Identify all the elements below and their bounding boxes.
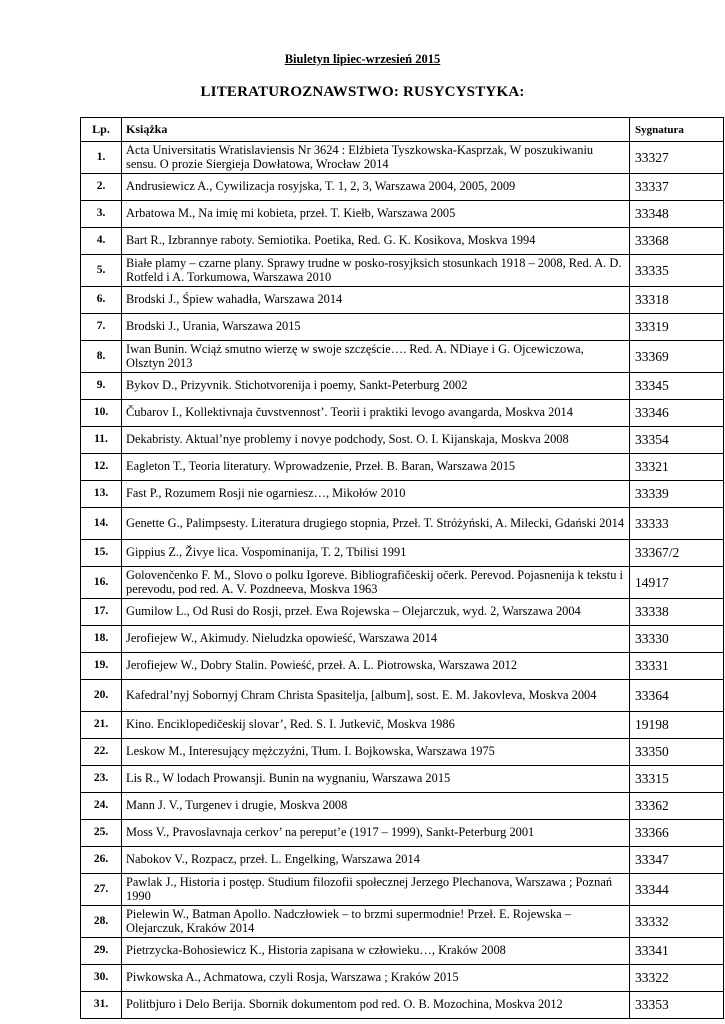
table-row [81,567,724,599]
signature-value: 14917 [630,567,724,599]
signature-value: 33322 [630,965,724,992]
row-number: 11. [81,427,122,454]
signature-value: 33354 [630,427,724,454]
table-row [81,255,724,287]
book-entry: Arbatowa M., Na imię mi kobieta, przeł. T. Kiełb, Warszawa 2005 [122,201,630,228]
book-entry: Gumilow L., Od Rusi do Rosji, przeł. Ewa Rojewska – Olejarczuk, wyd. 2, Warszawa 2004 [122,599,630,626]
book-entry: Białe plamy – czarne plany. Sprawy trudne w posko-rosyjksich stosunkach 1918 – 2008, Red. A. D. Rotfeld i A. Torkumowa, Warszawa 2010 [122,255,630,287]
book-entry: Lis R., W lodach Prowansji. Bunin na wygnaniu, Warszawa 2015 [122,766,630,793]
table-row [81,508,724,540]
book-entry: Mann J. V., Turgenev i drugie, Moskva 2008 [122,793,630,820]
book-entry: Brodski J., Urania, Warszawa 2015 [122,314,630,341]
table-row [81,938,724,965]
book-entry: Jerofiejew W., Dobry Stalin. Powieść, przeł. A. L. Piotrowska, Warszawa 2012 [122,653,630,680]
signature-value: 33346 [630,400,724,427]
row-number: 24. [81,793,122,820]
book-entry: Gippius Z., Živye lica. Vospominanija, T. 2, Tbilisi 1991 [122,540,630,567]
table-row [81,400,724,427]
row-number: 7. [81,314,122,341]
signature-value: 33366 [630,820,724,847]
row-number: 30. [81,965,122,992]
book-entry: Čubarov I., Kollektivnaja čuvstvennost’. Teorii i praktiki levogo avangarda, Moskva 2014 [122,400,630,427]
table-row [81,454,724,481]
signature-value: 33353 [630,992,724,1019]
row-number: 1. [81,142,122,174]
row-number: 3. [81,201,122,228]
signature-value: 33337 [630,174,724,201]
signature-value: 33345 [630,373,724,400]
signature-value: 33362 [630,793,724,820]
table-row [81,712,724,739]
row-number: 9. [81,373,122,400]
book-entry: Jerofiejew W., Akimudy. Nieludzka opowieść, Warszawa 2014 [122,626,630,653]
table-row [81,287,724,314]
table-row [81,874,724,906]
table-row [81,599,724,626]
table-row [81,142,724,174]
book-entry: Moss V., Pravoslavnaja cerkov’ na pereput’e (1917 – 1999), Sankt-Peterburg 2001 [122,820,630,847]
book-entry: Brodski J., Śpiew wahadła, Warszawa 2014 [122,287,630,314]
row-number: 23. [81,766,122,793]
row-number: 20. [81,680,122,712]
table-row [81,341,724,373]
row-number: 14. [81,508,122,540]
row-number: 8. [81,341,122,373]
table-row [81,228,724,255]
signature-value: 33364 [630,680,724,712]
table-row [81,847,724,874]
book-entry: Pietrzycka-Bohosiewicz K., Historia zapisana w człowieku…, Kraków 2008 [122,938,630,965]
book-entry: Piwkowska A., Achmatowa, czyli Rosja, Warszawa ; Kraków 2015 [122,965,630,992]
signature-value: 33350 [630,739,724,766]
table-row [81,427,724,454]
row-number: 6. [81,287,122,314]
book-entry: Politbjuro i Delo Berija. Sbornik dokumentom pod red. O. B. Mozochina, Moskva 2012 [122,992,630,1019]
signature-value: 33344 [630,874,724,906]
book-entry: Eagleton T., Teoria literatury. Wprowadzenie, Przeł. B. Baran, Warszawa 2015 [122,454,630,481]
book-entry: Iwan Bunin. Wciąż smutno wierzę w swoje szczęście…. Red. A. NDiaye i G. Ojcewiczowa, Olsztyn 2013 [122,341,630,373]
signature-value: 33319 [630,314,724,341]
signature-value: 33333 [630,508,724,540]
signature-value: 33315 [630,766,724,793]
row-number: 29. [81,938,122,965]
bulletin-title: Biuletyn lipiec-wrzesień 2015 [284,52,441,66]
table-row [81,373,724,400]
row-number: 12. [81,454,122,481]
row-number: 10. [81,400,122,427]
column-header-lp: Lp. [81,118,122,142]
table-row [81,174,724,201]
table-row [81,201,724,228]
table-row [81,793,724,820]
table-row [81,739,724,766]
row-number: 31. [81,992,122,1019]
table-row [81,626,724,653]
signature-value: 33368 [630,228,724,255]
book-entry: Leskow M., Interesujący mężczyźni, Tłum. I. Bojkowska, Warszawa 1975 [122,739,630,766]
book-entry: Bart R., Izbrannye raboty. Semiotika. Poetika, Red. G. K. Kosikova, Moskva 1994 [122,228,630,255]
book-entry: Golovenčenko F. M., Slovo o polku Igoreve. Bibliografičeskij očerk. Perevod. Pojasnenija k tekstu i perevodu, pod red. A. V. Pozdneeva, Moskva 1963 [122,567,630,599]
signature-value: 33321 [630,454,724,481]
row-number: 21. [81,712,122,739]
book-table [80,117,724,1019]
row-number: 27. [81,874,122,906]
row-number: 5. [81,255,122,287]
signature-value: 33335 [630,255,724,287]
signature-value: 19198 [630,712,724,739]
book-entry: Bykov D., Prizyvnik. Stichotvorenija i poemy, Sankt-Peterburg 2002 [122,373,630,400]
row-number: 28. [81,906,122,938]
section-title: LITERATUROZNAWSTWO: RUSYCYSTYKA: [200,84,525,100]
book-entry: Andrusiewicz A., Cywilizacja rosyjska, T. 1, 2, 3, Warszawa 2004, 2005, 2009 [122,174,630,201]
row-number: 2. [81,174,122,201]
signature-value: 33339 [630,481,724,508]
row-number: 26. [81,847,122,874]
row-number: 13. [81,481,122,508]
row-number: 17. [81,599,122,626]
row-number: 15. [81,540,122,567]
book-entry: Nabokov V., Rozpacz, przeł. L. Engelking, Warszawa 2014 [122,847,630,874]
table-row [81,820,724,847]
book-entry: Dekabristy. Aktual’nye problemy i novye podchody, Sost. O. I. Kijanskaja, Moskva 2008 [122,427,630,454]
book-entry: Pawlak J., Historia i postęp. Studium filozofii społecznej Jerzego Plechanova, Warszawa ; Poznań 1990 [122,874,630,906]
signature-value: 33347 [630,847,724,874]
table-row [81,965,724,992]
signature-value: 33327 [630,142,724,174]
table-row [81,653,724,680]
signature-value: 33331 [630,653,724,680]
table-row [81,680,724,712]
table-row [81,481,724,508]
table-row [81,766,724,793]
table-header-row [81,118,724,142]
table-row [81,992,724,1019]
row-number: 22. [81,739,122,766]
table-row [81,906,724,938]
signature-value: 33338 [630,599,724,626]
row-number: 25. [81,820,122,847]
book-entry: Pielewin W., Batman Apollo. Nadczłowiek – to brzmi supermodnie! Przeł. E. Rojewska – Olejarczuk, Kraków 2014 [122,906,630,938]
table-row [81,540,724,567]
column-header-book: Książka [122,118,630,142]
row-number: 4. [81,228,122,255]
signature-value: 33332 [630,906,724,938]
row-number: 19. [81,653,122,680]
row-number: 16. [81,567,122,599]
book-entry: Kafedral’nyj Sobornyj Chram Christa Spasitelja, [album], sost. E. M. Jakovleva, Moskva 2004 [122,680,630,712]
signature-value: 33369 [630,341,724,373]
table-row [81,314,724,341]
book-entry: Acta Universitatis Wratislaviensis Nr 3624 : Elżbieta Tyszkowska-Kasprzak, W poszukiwaniu sensu. O prozie Siergieja Dowłatowa, Wrocław 2014 [122,142,630,174]
row-number: 18. [81,626,122,653]
signature-value: 33330 [630,626,724,653]
book-entry: Fast P., Rozumem Rosji nie ogarniesz…, Mikołów 2010 [122,481,630,508]
book-entry: Kino. Enciklopedičeskij slovar’, Red. S. I. Jutkevič, Moskva 1986 [122,712,630,739]
signature-value: 33348 [630,201,724,228]
signature-value: 33341 [630,938,724,965]
signature-value: 33367/2 [630,540,724,567]
column-header-signature: Sygnatura [630,118,724,142]
signature-value: 33318 [630,287,724,314]
book-entry: Genette G., Palimpsesty. Literatura drugiego stopnia, Przeł. T. Stróżyński, A. Milecki, Gdański 2014 [122,508,630,540]
